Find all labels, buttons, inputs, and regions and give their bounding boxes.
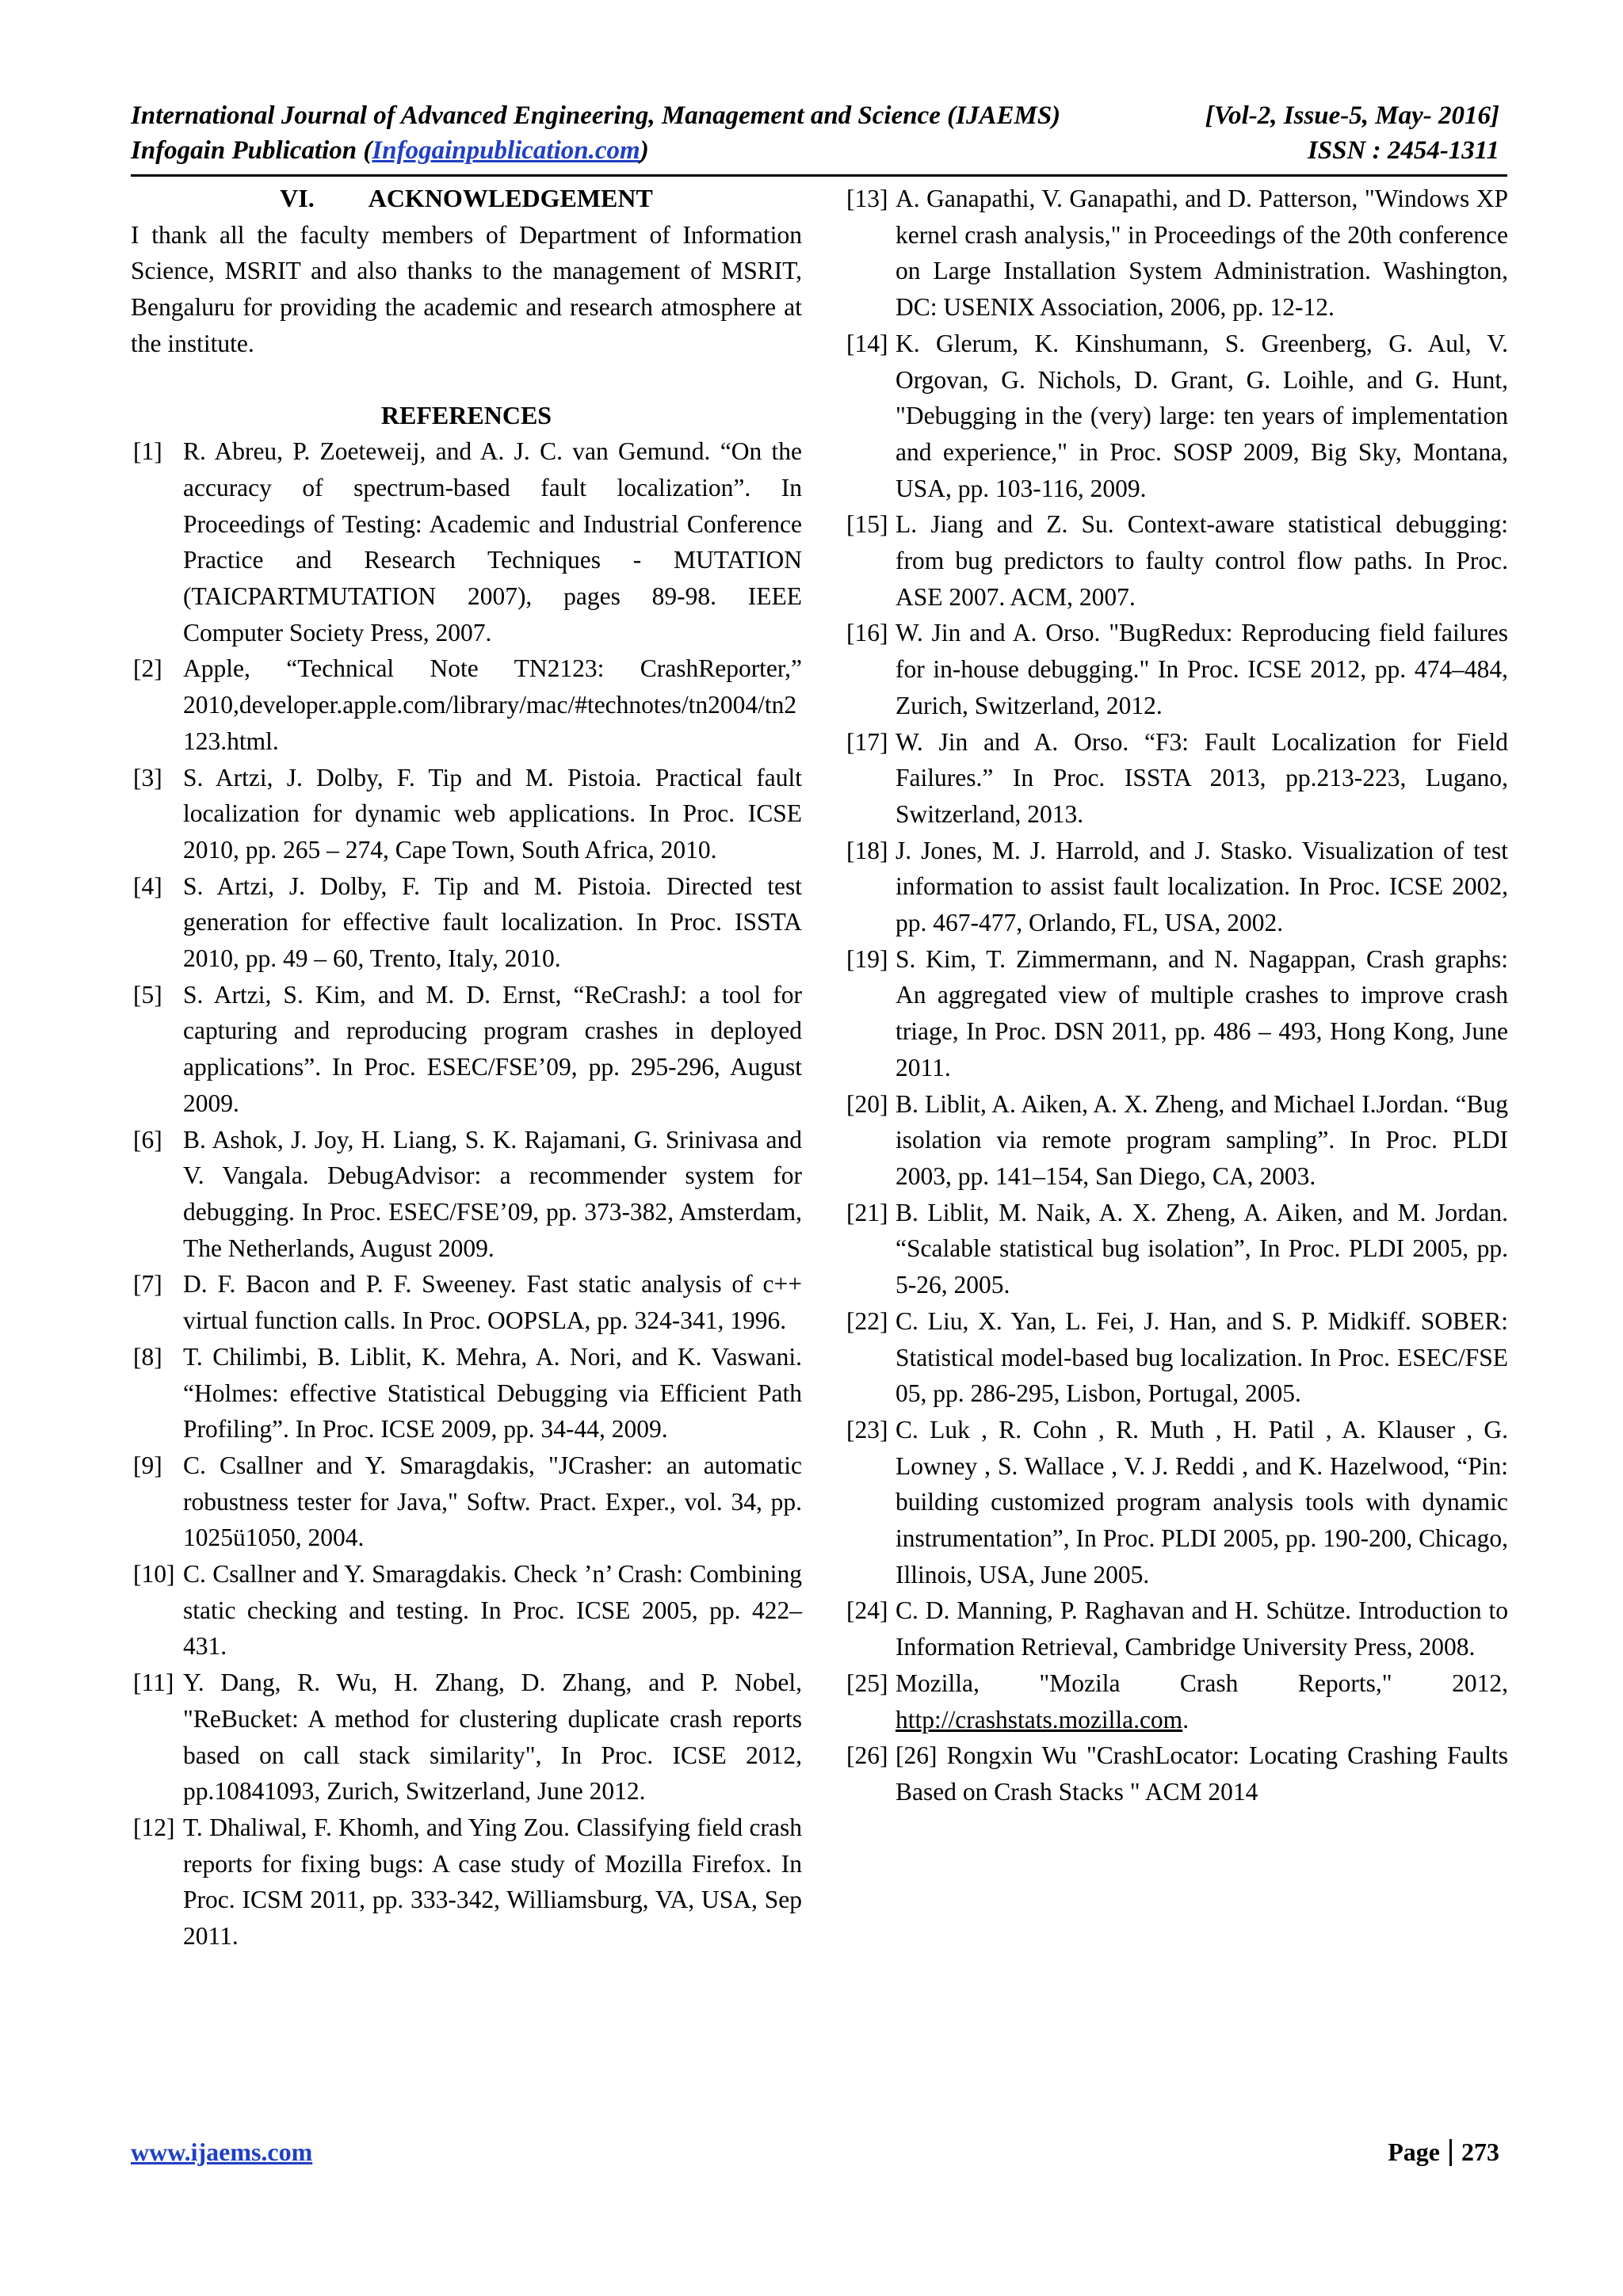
reference-url[interactable]: http://crashstats.mozilla.com bbox=[896, 1705, 1183, 1733]
publisher-suffix: ) bbox=[640, 136, 649, 165]
section-title: ACKNOWLEDGEMENT bbox=[368, 184, 653, 212]
reference-item bbox=[131, 1447, 802, 1556]
reference-text bbox=[183, 1339, 802, 1447]
reference-body: [26] Rongxin Wu "CrashLocator: Locating Crashing Faults Based on Crash Stacks " ACM 2014 bbox=[896, 1741, 1508, 1806]
header-row-2 bbox=[131, 133, 1507, 168]
reference-number: [19] bbox=[846, 944, 888, 973]
reference-body: S. Artzi, J. Dolby, F. Tip and M. Pistoia. Directed test generation for effective fault localization. In Proc. ISSTA 2010, pp. 49 – 60, Trento, Italy, 2010. bbox=[183, 871, 802, 973]
reference-item bbox=[131, 1266, 802, 1338]
reference-item bbox=[131, 868, 802, 977]
acknowledgement-heading bbox=[131, 181, 802, 217]
reference-item bbox=[846, 615, 1508, 723]
reference-text bbox=[183, 1266, 802, 1338]
journal-name: International Journal of Advanced Engineering, Management and Science (IJAEMS) bbox=[131, 101, 1061, 130]
reference-item bbox=[846, 1303, 1508, 1412]
reference-item bbox=[131, 650, 802, 759]
reference-item bbox=[131, 760, 802, 868]
section-number: VI. bbox=[280, 184, 315, 212]
header-row-1 bbox=[131, 98, 1507, 133]
reference-item bbox=[846, 1412, 1508, 1593]
reference-item bbox=[846, 1195, 1508, 1303]
reference-item bbox=[846, 506, 1508, 615]
reference-body: B. Liblit, A. Aiken, A. X. Zheng, and Michael I.Jordan. “Bug isolation via remote program sampling”. In Proc. PLDI 2003, pp. 141–154, San Diego, CA, 2003. bbox=[896, 1089, 1508, 1190]
reference-item bbox=[131, 1810, 802, 1955]
reference-number: [5] bbox=[133, 980, 162, 1009]
reference-number: [7] bbox=[133, 1270, 162, 1299]
reference-body: R. Abreu, P. Zoeteweij, and A. J. C. van Gemund. “On the accuracy of spectrum-based fault localization”. In Proceedings of Testing: Academic and Industrial Conference Practice and Research Techniques - MUTATION (TAICPARTMUTATION 2007), pages 89-98. IEEE Computer Society Press, 2007. bbox=[183, 437, 802, 646]
reference-number: [24] bbox=[846, 1596, 888, 1625]
reference-text bbox=[183, 868, 802, 977]
reference-body: Mozilla, "Mozila Crash Reports," 2012, bbox=[896, 1669, 1508, 1697]
reference-number: [8] bbox=[133, 1342, 162, 1371]
reference-number: [26] bbox=[846, 1741, 888, 1770]
reference-body: W. Jin and A. Orso. “F3: Fault Localization for Field Failures.” In Proc. ISSTA 2013, pp.213-223, Lugano, Switzerland, 2013. bbox=[896, 727, 1508, 828]
reference-body: W. Jin and A. Orso. "BugRedux: Reproducing field failures for in-house debugging." In Proc. ICSE 2012, pp. 474–484, Zurich, Switzerland, 2012. bbox=[896, 619, 1508, 719]
reference-number: [25] bbox=[846, 1669, 888, 1697]
spacer bbox=[131, 362, 802, 398]
right-column bbox=[846, 181, 1508, 1810]
reference-item bbox=[846, 724, 1508, 833]
reference-body: C. Luk , R. Cohn , R. Muth , H. Patil , A. Klauser , G. Lowney , S. Wallace , V. J. Reddi , and K. Hazelwood, “Pin: building customized program analysis tools with dynamic instrumentation”, In Proc. PLDI 2005, pp. 190-200, Chicago, Illinois, USA, June 2005. bbox=[896, 1415, 1508, 1589]
left-column bbox=[131, 181, 802, 1955]
reference-text bbox=[896, 941, 1508, 1086]
reference-text bbox=[896, 615, 1508, 723]
reference-item bbox=[131, 1122, 802, 1267]
website-link[interactable]: www.ijaems.com bbox=[131, 2138, 313, 2166]
running-header bbox=[131, 98, 1507, 168]
reference-number: [12] bbox=[133, 1813, 175, 1841]
acknowledgement-text: I thank all the faculty members of Department of Information Science, MSRIT and also thanks to the management of MSRIT, Bengaluru for providing the academic and research atmosphere at the institute. bbox=[131, 220, 802, 357]
reference-text bbox=[183, 977, 802, 1122]
reference-body: C. Csallner and Y. Smaragdakis. Check ’n’ Crash: Combining static checking and testing. In Proc. ICSE 2005, pp. 422– 431. bbox=[183, 1560, 802, 1661]
reference-number: [15] bbox=[846, 510, 888, 539]
reference-number: [23] bbox=[846, 1415, 888, 1444]
reference-body: S. Artzi, J. Dolby, F. Tip and M. Pistoia. Practical fault localization for dynamic web applications. In Proc. ICSE 2010, pp. 265 – 274, Cape Town, South Africa, 2010. bbox=[183, 763, 802, 864]
publisher-link[interactable]: Infogainpublication.com bbox=[372, 136, 640, 165]
reference-number: [16] bbox=[846, 619, 888, 647]
reference-text bbox=[896, 326, 1508, 507]
reference-body: L. Jiang and Z. Su. Context-aware statistical debugging: from bug predictors to faulty control flow paths. In Proc. ASE 2007. ACM, 2007. bbox=[896, 510, 1508, 611]
reference-text bbox=[896, 1665, 1508, 1737]
page-number: 273 bbox=[1461, 2138, 1499, 2166]
reference-item bbox=[846, 1086, 1508, 1195]
reference-body: D. F. Bacon and P. F. Sweeney. Fast static analysis of c++ virtual function calls. In Proc. OOPSLA, pp. 324-341, 1996. bbox=[183, 1270, 802, 1335]
header-rule bbox=[131, 174, 1507, 177]
reference-text bbox=[183, 433, 802, 650]
publisher bbox=[131, 133, 649, 168]
reference-item bbox=[846, 181, 1508, 326]
reference-text bbox=[183, 1122, 802, 1267]
reference-text bbox=[896, 1086, 1508, 1195]
reference-item bbox=[846, 941, 1508, 1086]
references-heading: REFERENCES bbox=[380, 400, 552, 429]
reference-body: B. Liblit, M. Naik, A. X. Zheng, A. Aiken, and M. Jordan. “Scalable statistical bug isolation”, In Proc. PLDI 2005, pp. 5-26, 2005. bbox=[896, 1198, 1508, 1299]
reference-body: S. Kim, T. Zimmermann, and N. Nagappan, Crash graphs: An aggregated view of multiple crashes to improve crash triage, In Proc. DSN 2011, pp. 486 – 493, Hong Kong, June 2011. bbox=[896, 944, 1508, 1081]
reference-item bbox=[846, 1592, 1508, 1665]
reference-item bbox=[131, 1665, 802, 1810]
reference-number: [21] bbox=[846, 1198, 888, 1226]
reference-text bbox=[183, 1665, 802, 1810]
reference-text bbox=[896, 724, 1508, 833]
reference-number: [18] bbox=[846, 836, 888, 864]
reference-list-left bbox=[131, 433, 802, 1955]
volume-info: [Vol-2, Issue-5, May- 2016] bbox=[1205, 101, 1499, 130]
reference-body: Y. Dang, R. Wu, H. Zhang, D. Zhang, and P. Nobel, "ReBucket: A method for clustering duplicate crash reports based on call stack similarity", In Proc. ICSE 2012, pp.10841093, Zurich, Switzerland, June 2012. bbox=[183, 1669, 802, 1806]
reference-item bbox=[131, 1339, 802, 1447]
page-divider bbox=[1449, 2139, 1452, 2166]
reference-body: C. Liu, X. Yan, L. Fei, J. Han, and S. P. Midkiff. SOBER: Statistical model-based bug localization. In Proc. ESEC/FSE 05, pp. 286-295, Lisbon, Portugal, 2005. bbox=[896, 1306, 1508, 1408]
reference-text bbox=[183, 1447, 802, 1556]
reference-body: B. Ashok, J. Joy, H. Liang, S. K. Rajamani, G. Srinivasa and V. Vangala. DebugAdvisor: a recommender system for debugging. In Proc. ESEC/FSE’09, pp. 373-382, Amsterdam, The Netherlands, August 2009. bbox=[183, 1125, 802, 1262]
reference-number: [13] bbox=[846, 185, 888, 212]
reference-body: A. Ganapathi, V. Ganapathi, and D. Patterson, "Windows XP kernel crash analysis," in Proceedings of the 20th conference on Large Installation System Administration. Washington, DC: USENIX Association, 2006, pp. 12-12. bbox=[896, 185, 1508, 322]
reference-number: [4] bbox=[133, 871, 162, 900]
reference-item bbox=[131, 977, 802, 1122]
reference-text bbox=[183, 760, 802, 868]
reference-number: [10] bbox=[133, 1560, 175, 1589]
reference-list-right bbox=[846, 181, 1508, 1810]
issn: ISSN : 2454-1311 bbox=[1307, 136, 1499, 165]
reference-number: [20] bbox=[846, 1089, 888, 1118]
reference-body: Apple, “Technical Note TN2123: CrashReporter,” 2010,developer.apple.com/library/mac/#technotes/tn2004/tn2123.html. bbox=[183, 654, 802, 755]
reference-item bbox=[846, 833, 1508, 941]
reference-text bbox=[896, 1737, 1508, 1810]
reference-item bbox=[846, 326, 1508, 507]
reference-item bbox=[846, 1665, 1508, 1737]
reference-number: [2] bbox=[133, 654, 162, 683]
reference-body: C. D. Manning, P. Raghavan and H. Schütze. Introduction to Information Retrieval, Cambridge University Press, 2008. bbox=[896, 1596, 1508, 1661]
reference-body: C. Csallner and Y. Smaragdakis, "JCrasher: an automatic robustness tester for Java," Softw. Pract. Exper., vol. 34, pp. 1025ü1050, 2004. bbox=[183, 1451, 802, 1552]
reference-text bbox=[896, 506, 1508, 615]
reference-text bbox=[183, 650, 802, 759]
reference-item bbox=[131, 433, 802, 650]
reference-text bbox=[183, 1556, 802, 1665]
reference-text bbox=[183, 1810, 802, 1955]
reference-number: [22] bbox=[846, 1306, 888, 1335]
reference-number: [9] bbox=[133, 1451, 162, 1479]
reference-text bbox=[896, 1592, 1508, 1665]
reference-number: [1] bbox=[133, 437, 162, 466]
reference-tail: . bbox=[1182, 1705, 1190, 1733]
reference-number: [3] bbox=[133, 763, 162, 791]
reference-text bbox=[896, 1412, 1508, 1593]
page-label: Page bbox=[1388, 2138, 1440, 2166]
reference-body: S. Artzi, S. Kim, and M. D. Ernst, “ReCrashJ: a tool for capturing and reproducing program crashes in deployed applications”. In Proc. ESEC/FSE’09, pp. 295-296, August 2009. bbox=[183, 980, 802, 1117]
page-number-block bbox=[1388, 2138, 1499, 2167]
reference-text bbox=[896, 1303, 1508, 1412]
reference-text bbox=[896, 1195, 1508, 1303]
reference-body: T. Dhaliwal, F. Khomh, and Ying Zou. Classifying field crash reports for fixing bugs: A case study of Mozilla Firefox. In Proc. ICSM 2011, pp. 333-342, Williamsburg, VA, USA, Sep 2011. bbox=[183, 1813, 802, 1951]
reference-body: T. Chilimbi, B. Liblit, K. Mehra, A. Nori, and K. Vaswani. “Holmes: effective Statistical Debugging via Efficient Path Profiling”. In Proc. ICSE 2009, pp. 34-44, 2009. bbox=[183, 1342, 802, 1444]
reference-text bbox=[896, 833, 1508, 941]
reference-number: [17] bbox=[846, 727, 888, 756]
reference-number: [6] bbox=[133, 1125, 162, 1154]
reference-body: K. Glerum, K. Kinshumann, S. Greenberg, G. Aul, V. Orgovan, G. Nichols, D. Grant, G. Loihle, and G. Hunt, "Debugging in the (very) large: ten years of implementation and experience," in Proc. SOSP 2009, Big Sky, Montana, USA, pp. 103-116, 2009. bbox=[896, 329, 1508, 502]
reference-item bbox=[131, 1556, 802, 1665]
publisher-prefix: Infogain Publication ( bbox=[131, 136, 372, 165]
page-footer bbox=[131, 2138, 1499, 2167]
reference-item bbox=[846, 1737, 1508, 1810]
reference-text bbox=[896, 181, 1508, 326]
reference-body: J. Jones, M. J. Harrold, and J. Stasko. Visualization of test information to assist fault localization. In Proc. ICSE 2002, pp. 467-477, Orlando, FL, USA, 2002. bbox=[896, 836, 1508, 937]
reference-number: [14] bbox=[846, 329, 888, 357]
reference-number: [11] bbox=[133, 1669, 174, 1697]
